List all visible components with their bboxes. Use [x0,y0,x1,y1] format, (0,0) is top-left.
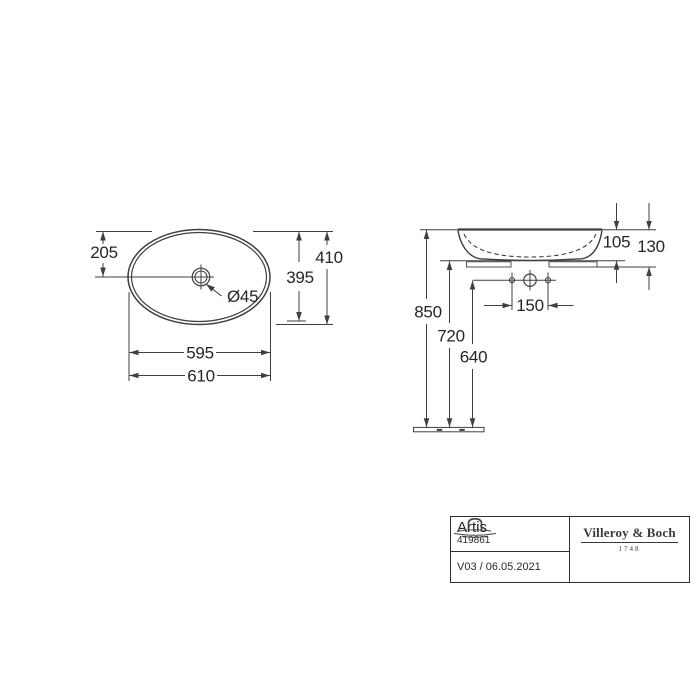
half-height-label: 205 [90,243,118,262]
dimension-720 [437,261,464,427]
dimension-drain-diameter [206,284,258,306]
side-view [414,203,665,432]
dimension-395 [286,232,313,322]
dimension-105 [603,203,630,283]
total-height-label: 130 [637,237,665,256]
tap-hole-right [545,273,550,311]
brand-name: Villeroy & Boch [581,525,678,543]
dimension-205 [90,232,152,277]
floor-line [414,427,485,431]
dimension-640 [460,281,487,428]
brand-cell [570,517,689,582]
hole-spacing-label: 150 [516,296,544,315]
dimension-610 [130,367,271,386]
version-date: V03 / 06.05.2021 [457,561,541,573]
tap-hole-left [509,273,514,311]
rim-to-floor-label: 850 [414,302,442,322]
version-cell [451,552,569,582]
basin-inner-dashed [464,234,596,257]
basin-profile-outline [458,231,602,261]
dimension-410 [315,232,342,325]
product-name: Artis [457,519,487,536]
holes-to-floor-label: 640 [459,347,488,367]
article-number: 419861 [457,535,491,546]
outer-height-label: 410 [315,248,343,267]
drain-diameter-label: Ø45 [227,287,259,306]
height-above-counter-label: 105 [602,232,631,252]
dimension-595 [130,344,271,363]
countertop-hatch-right [549,262,597,267]
title-block [450,516,690,583]
dimension-150 [484,296,574,315]
dimension-130 [637,203,664,290]
brand-year: 1748 [618,545,641,553]
counter-to-floor-label: 720 [437,326,465,346]
villeroy-boch-icon [451,517,499,539]
inner-height-label: 395 [286,268,314,287]
outer-width-label: 610 [187,366,215,386]
inner-width-label: 595 [186,343,214,363]
top-view [90,230,342,386]
drain-symbol [192,265,210,290]
countertop-hatch-left [467,262,512,267]
